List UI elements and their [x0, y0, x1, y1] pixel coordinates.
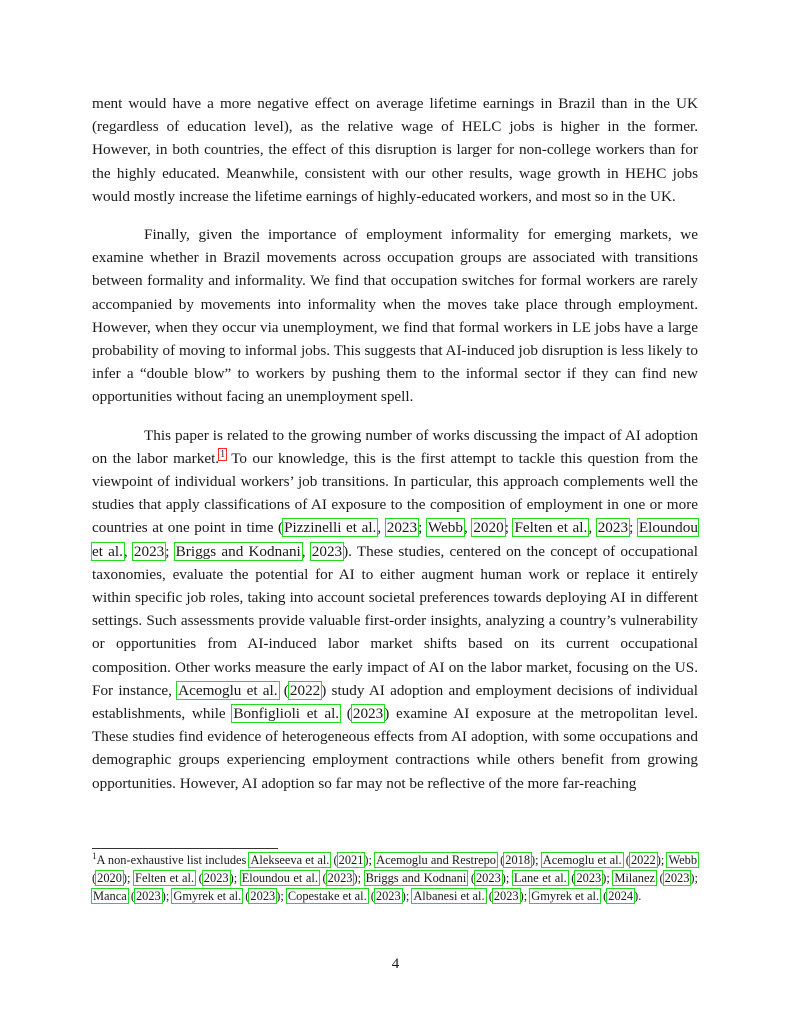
citation-year-link[interactable]: 2023: [386, 519, 418, 537]
text-run: examine AI exposure at the metropolitan level. These studies find evidence of heterogeneous effects from AI adoption, with some occupations and demographic groups experiencing employment contractions while others benefit from growing opportunities. However, AI adoption so far may not be reflective of the more far-reaching: [92, 705, 698, 792]
footnote: [92, 851, 698, 905]
citation-year-link[interactable]: 2022: [289, 681, 321, 699]
footnote-citation-year-link[interactable]: 2020: [97, 871, 122, 885]
paragraph-2: Finally, given the importance of employment informality for emerging markets, we examine whether in Brazil movements across occupation groups are associated with transitions between formality and informality. We find that occupation switches for formal workers are rarely accompanied by movements into informality when the moves take place through employment. However, when they occur via unemployment, we find that formal workers in LE jobs have a large probability of moving to informal jobs. This suggests that AI-induced job disruption is less likely to infer a “double blow” to workers by pushing them to the informal sector if they can find new opportunities without facing an unemployment spell.: [92, 226, 698, 406]
footnote-marker-link[interactable]: 1: [220, 448, 226, 460]
text-run: To our knowledge, this is the first attempt to tackle this question from the viewpoint of individual workers’ job transitions. In particular, this approach complements well the studies that apply classifications of AI exposure to the composition of employment in one or more countries at one point in time (: [92, 449, 698, 537]
citation-link[interactable]: Webb: [427, 519, 463, 537]
footnote-citation-link[interactable]: Acemoglu and Restrepo: [376, 853, 496, 867]
footnote-citation-year-link[interactable]: 2023: [135, 889, 161, 903]
footnote-citation-link[interactable]: Webb: [668, 853, 698, 867]
footnote-citation-year-link[interactable]: 2018: [505, 853, 531, 867]
citation-link[interactable]: Bonfiglioli et al.: [233, 705, 340, 723]
text-run: This paper is related to the growing number of works discussing the impact of AI adoption on the labor market.: [92, 426, 698, 467]
footnote-citation-link[interactable]: Albanesi et al.: [413, 889, 485, 903]
footnote-citation-link[interactable]: Eloundou et al.: [241, 871, 318, 885]
page-number: 4: [391, 956, 400, 972]
citation-year-link[interactable]: 2020: [473, 519, 504, 537]
footnote-citation-link[interactable]: Alekseeva et al.: [250, 853, 330, 867]
footnote-citation-link[interactable]: Gmyrek et al.: [531, 889, 600, 903]
footnote-citation-year-link[interactable]: 2023: [493, 889, 519, 903]
footnote-citation-year-link[interactable]: 2023: [576, 871, 602, 885]
citation-year-link[interactable]: 2023: [597, 519, 629, 537]
citation-year-link[interactable]: 2023: [133, 542, 165, 560]
footnote-citation-link[interactable]: Gmyrek et al.: [173, 889, 242, 903]
footnote-citation-year-link[interactable]: 2023: [327, 871, 353, 885]
citation-link[interactable]: Pizzinelli et al.: [284, 519, 377, 537]
citation-link[interactable]: Eloundou et al.: [92, 519, 698, 560]
footnote-citation-year-link[interactable]: 2021: [338, 853, 364, 867]
footnote-citation-year-link[interactable]: 2023: [203, 871, 229, 885]
citation-link[interactable]: Briggs and Kodnani: [175, 542, 301, 560]
footnote-citation-year-link[interactable]: 2024: [608, 889, 634, 903]
footnote-number: 1: [92, 850, 97, 861]
paragraph-3: This paper is related to the growing number of works discussing the impact of AI adoption on the labor market.$^1$ To our knowledge, this is the first attempt to tackle this question from the viewpoint of individual workers’ job transitions. In particular, this approach complements well the studies that apply classifications of AI exposure to the composition of employment in one or more countries at one point in time (Pizzinelli et al., 2023; Webb, 2020; Felten et al., 2023; Eloundou et al., 2023; Briggs and Kodnani, 2023). These studies, centered on the concept of occupational taxonomies, evaluate the potential for AI to either augment human work or replace it entirely within specific job roles, taking into account societal preferences towards deploying AI in different settings. Such assessments provide valuable first-order insights, analyzing a country’s vulnerability or opportunities from AI-induced labor market shifts based on its current occupational composition. Other works measure the early impact of AI on the labor market, focusing on the US. For instance, Acemoglu et al. (2022) study AI adoption and employment decisions of individual establishments, while Bonfiglioli et al. (2023) examine AI exposure at the metropolitan level. These studies find evidence of heterogeneous effects from AI adoption, with some occupations and demographic groups experiencing employment contractions while others benefit from growing opportunities. However, AI adoption so far may not be reflective of the more far-reaching: [92, 426, 699, 792]
footnote-citation-link[interactable]: Manca: [93, 889, 127, 903]
footnote-intro: A non-exhaustive list includes: [96, 853, 250, 867]
footnote-divider: [92, 848, 278, 849]
citation-year-link[interactable]: 2023: [311, 542, 343, 560]
footnote-citation-year-link[interactable]: 2023: [375, 889, 401, 903]
paragraph-1: ment would have a more negative effect on average lifetime earnings in Brazil than in the UK (regardless of education level), as the relative wage of HELC jobs is higher in the former. However, in both countries, the effect of this disruption is larger for non-college workers than for the highly educated. Meanwhile, consistent with our other results, wage growth in HEHC jobs would mostly increase the lifetime earnings of highly-educated workers, and most so in the UK.: [92, 95, 698, 205]
footnote-citation-link[interactable]: Lane et al.: [513, 871, 567, 885]
text-run: study AI adoption and employment decisions of individual establishments, while: [92, 681, 699, 723]
page-body: [92, 92, 698, 810]
footnote-citation-link[interactable]: Copestake et al.: [287, 889, 367, 903]
footnote-citation-year-link[interactable]: 2022: [630, 853, 656, 867]
footnote-citation-link[interactable]: Felten et al.: [135, 871, 195, 885]
footnote-citation-year-link[interactable]: 2023: [664, 871, 690, 885]
citation-link[interactable]: Felten et al.: [514, 519, 588, 537]
citation-year-link[interactable]: 2023: [352, 705, 384, 723]
footnote-citation-year-link[interactable]: 2023: [250, 889, 276, 903]
footnote-reference-list: Alekseeva et al. (2021); Acemoglu and Restrepo (2018); Acemoglu et al. (2022); Webb (2020); Felten et al. (2023); Eloundou et al. (2023); Briggs and Kodnani (2023); Lane et al. (2023); Milanez (2023); Manca (2023); Gmyrek et al. (2023); Copestake et al. (2023); Albanesi et al. (2023); Gmyrek et al. (2024).: [92, 853, 698, 903]
footnote-citation-link[interactable]: Acemoglu et al.: [542, 853, 622, 867]
footnote-citation-link[interactable]: Briggs and Kodnani: [365, 871, 467, 885]
footnote-citation-link[interactable]: Milanez: [614, 871, 655, 885]
footnote-citation-year-link[interactable]: 2023: [475, 871, 501, 885]
citation-link[interactable]: Acemoglu et al.: [178, 681, 278, 699]
text-run: ). These studies, centered on the concept of occupational taxonomies, evaluate the potential for AI to either augment human work or replace it entirely within specific job roles, taking into account societal preferences towards deploying AI in different settings. Such assessments provide valuable first-order insights, analyzing a country’s vulnerability or opportunities from AI-induced labor market shifts based on its current occupational composition. Other works measure the early impact of AI on the labor market, focusing on the US. For instance,: [92, 542, 699, 699]
